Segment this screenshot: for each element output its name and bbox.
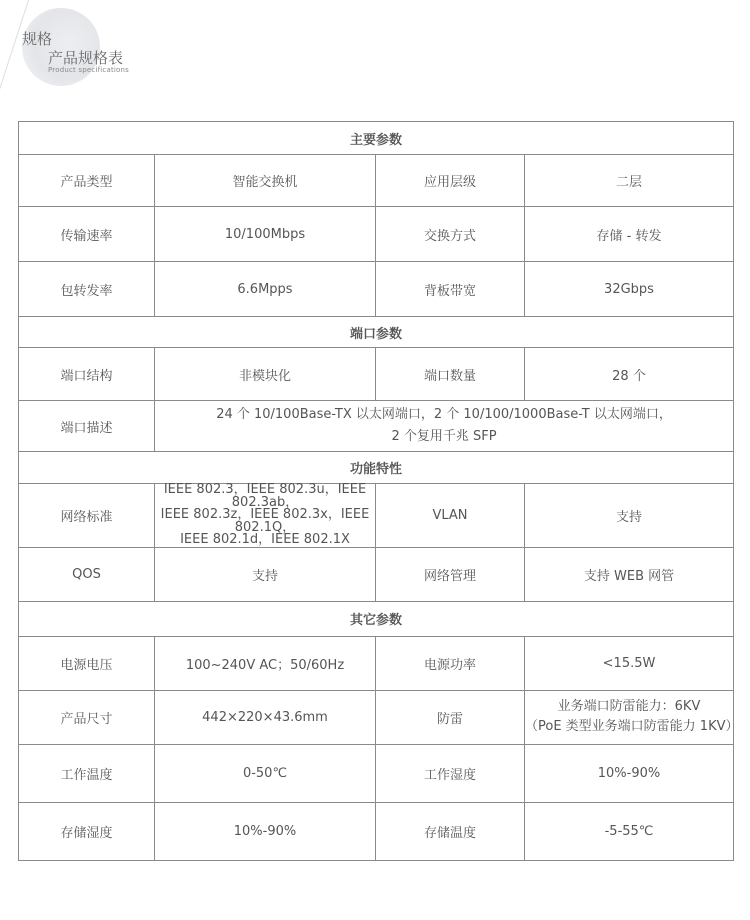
spec-table xyxy=(18,121,739,861)
table-row xyxy=(19,155,734,207)
spec-header xyxy=(0,0,200,115)
port-desc-line: 2 个复用千兆 SFP xyxy=(391,429,497,444)
op-humidity-value: 10%-90% xyxy=(525,744,734,802)
section-row xyxy=(19,452,734,484)
power-value: <15.5W xyxy=(525,636,734,690)
forward-rate-value: 6.6Mpps xyxy=(155,262,376,317)
standard-line: IEEE 802.3，IEEE 802.3u，IEEE 802.3ab， xyxy=(163,482,367,510)
storage-humidity-label: 存储湿度 xyxy=(19,802,155,860)
product-type-value: 智能交换机 xyxy=(155,155,376,207)
voltage-label: 电源电压 xyxy=(19,636,155,690)
header-title: 产品规格表 xyxy=(48,49,124,67)
port-structure-value: 非模块化 xyxy=(155,348,376,401)
op-temp-label: 工作温度 xyxy=(19,744,155,802)
size-value: 442×220×43.6mm xyxy=(155,690,376,744)
size-label: 产品尺寸 xyxy=(19,690,155,744)
surge-line: （PoE 类型业务端口防雷能力 1KV） xyxy=(525,719,739,734)
port-structure-label: 端口结构 xyxy=(19,348,155,401)
table-row xyxy=(19,547,734,601)
table-row xyxy=(19,744,734,802)
surge-label: 防雷 xyxy=(376,690,525,744)
backplane-label: 背板带宽 xyxy=(376,262,525,317)
section-title-main: 主要参数 xyxy=(19,122,734,155)
network-standard-label: 网络标准 xyxy=(19,484,155,548)
vlan-label: VLAN xyxy=(376,484,525,548)
section-title-other: 其它参数 xyxy=(19,601,734,636)
qos-value: 支持 xyxy=(155,547,376,601)
backplane-value: 32Gbps xyxy=(525,262,734,317)
rate-value: 10/100Mbps xyxy=(155,207,376,262)
op-humidity-label: 工作湿度 xyxy=(376,744,525,802)
vlan-value: 支持 xyxy=(525,484,734,548)
section-title-features: 功能特性 xyxy=(19,452,734,484)
header-title-small: 规格 xyxy=(22,30,53,48)
header-subtitle: Product specifications xyxy=(48,66,129,74)
port-desc-label: 端口描述 xyxy=(19,401,155,452)
storage-temp-label: 存储温度 xyxy=(376,802,525,860)
rate-label: 传输速率 xyxy=(19,207,155,262)
port-desc-line: 24 个 10/100Base-TX 以太网端口，2 个 10/100/1000Base-T 以太网端口， xyxy=(216,407,672,422)
layer-label: 应用层级 xyxy=(376,155,525,207)
network-mgmt-label: 网络管理 xyxy=(376,547,525,601)
table-row xyxy=(19,636,734,690)
table-row xyxy=(19,802,734,860)
storage-humidity-value: 10%-90% xyxy=(155,802,376,860)
surge-line: 业务端口防雷能力：6KV xyxy=(557,699,701,714)
storage-temp-value: -5-55℃ xyxy=(525,802,734,860)
table-row xyxy=(19,401,734,452)
section-row xyxy=(19,317,734,348)
voltage-value: 100~240V AC；50/60Hz xyxy=(155,636,376,690)
section-row xyxy=(19,601,734,636)
standard-line: IEEE 802.1d，IEEE 802.1X xyxy=(180,532,350,547)
switch-mode-value: 存储 - 转发 xyxy=(525,207,734,262)
network-mgmt-value: 支持 WEB 网管 xyxy=(525,547,734,601)
table-row xyxy=(19,348,734,401)
port-count-value: 28 个 xyxy=(525,348,734,401)
table-row xyxy=(19,262,734,317)
op-temp-value: 0-50℃ xyxy=(155,744,376,802)
power-label: 电源功率 xyxy=(376,636,525,690)
port-desc-value xyxy=(155,401,734,452)
section-row xyxy=(19,122,734,155)
surge-value xyxy=(525,690,739,744)
table-row xyxy=(19,207,734,262)
table-row xyxy=(19,690,734,744)
layer-value: 二层 xyxy=(525,155,734,207)
switch-mode-label: 交换方式 xyxy=(376,207,525,262)
qos-label: QOS xyxy=(19,547,155,601)
table-row xyxy=(19,484,734,548)
network-standard-value xyxy=(155,484,376,548)
port-count-label: 端口数量 xyxy=(376,348,525,401)
section-title-ports: 端口参数 xyxy=(19,317,734,348)
forward-rate-label: 包转发率 xyxy=(19,262,155,317)
standard-line: IEEE 802.3z，IEEE 802.3x，IEEE 802.1Q， xyxy=(160,507,370,535)
product-type-label: 产品类型 xyxy=(19,155,155,207)
